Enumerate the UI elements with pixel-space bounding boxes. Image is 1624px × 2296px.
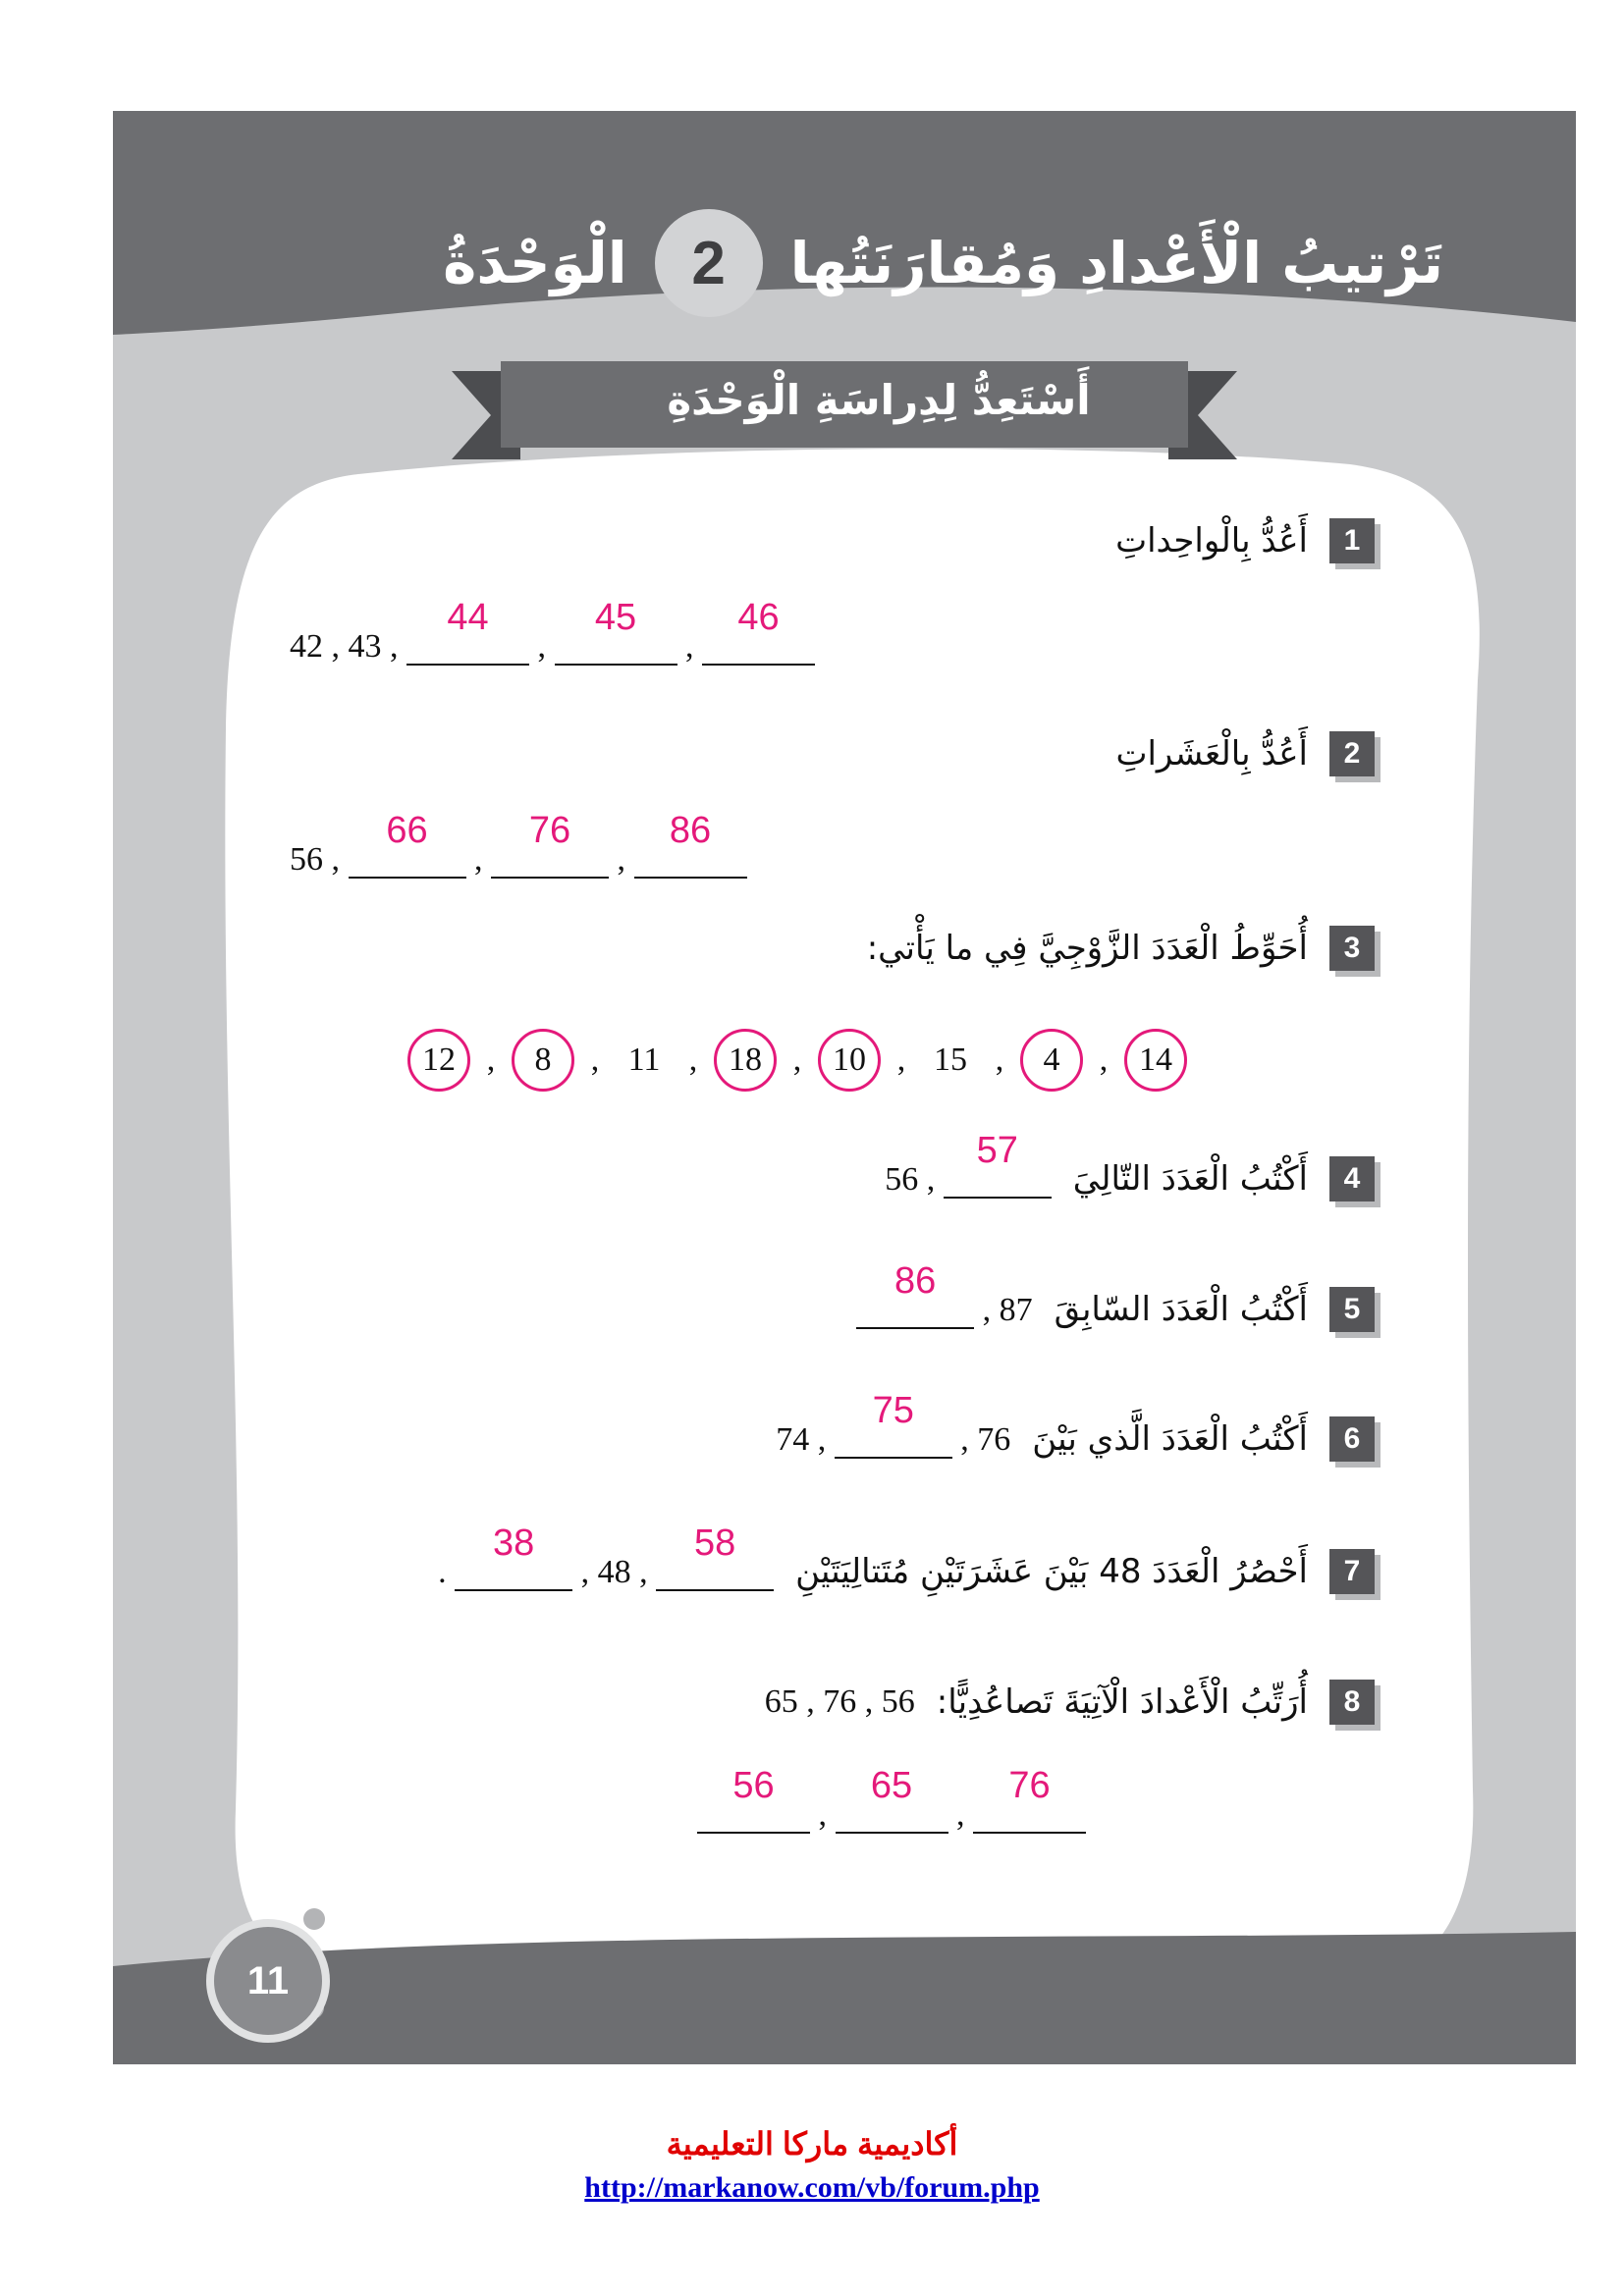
- answer-line-4: 56 , 57: [885, 1159, 1052, 1199]
- given-list: 65 , 76 , 56: [764, 1683, 915, 1720]
- circled-number[interactable]: 12: [407, 1029, 470, 1092]
- answer-blank[interactable]: [491, 810, 609, 879]
- question-number: 5: [1329, 1287, 1375, 1332]
- footer-title: أكاديمية ماركا التعليمية: [666, 2126, 958, 2162]
- given-number: 74: [776, 1421, 810, 1458]
- circled-number[interactable]: 8: [512, 1029, 574, 1092]
- question-number: 4: [1329, 1156, 1375, 1201]
- question-8: [765, 1680, 1375, 1725]
- answer: 38: [492, 1522, 535, 1564]
- answer-line-1: 42 , 43 , 44 , 45 , 46: [290, 626, 815, 666]
- question-number: 1: [1329, 518, 1375, 563]
- answer: 66: [386, 810, 428, 851]
- given-number: 43: [348, 628, 382, 665]
- question-number: 6: [1329, 1416, 1375, 1462]
- answer-blank[interactable]: [835, 1390, 952, 1459]
- answer-blank[interactable]: [836, 1765, 948, 1834]
- question-4: [885, 1130, 1375, 1201]
- given-number: 56: [290, 841, 323, 878]
- answer: 45: [594, 597, 637, 638]
- answer-line-5: 86 , 87: [856, 1290, 1033, 1329]
- question-number: 8: [1329, 1680, 1375, 1725]
- answer: 58: [693, 1522, 736, 1564]
- answer: 57: [976, 1130, 1018, 1171]
- question-text: أَحْصُرُ الْعَدَدَ 48 بَيْنَ عَشَرَتَيْنِ مُتَتالِيَتَيْنِ: [795, 1552, 1308, 1591]
- answer: 75: [872, 1390, 914, 1431]
- question-text: أَعُدُّ بِالْواحِداتِ: [1115, 521, 1308, 561]
- given-number: 87: [999, 1292, 1033, 1328]
- number[interactable]: 15: [934, 1041, 967, 1078]
- answer: 44: [447, 597, 489, 638]
- answer-blank[interactable]: [455, 1522, 572, 1591]
- answer-line-2: 56 , 66 , 76 , 86: [290, 839, 747, 879]
- circled-number[interactable]: 10: [818, 1029, 881, 1092]
- unit-word: الْوَحْدَةُ: [443, 230, 627, 296]
- question-text: أُرَتِّبُ الْأَعْدادَ الْآتِيَةَ تَصاعُدِيًّا:: [936, 1682, 1308, 1722]
- question-text: أَكْتُبُ الْعَدَدَ السّابِقَ: [1054, 1290, 1308, 1329]
- answer-line-6: 74 , 75 , 76: [776, 1390, 1011, 1458]
- worksheet-page: [113, 111, 1576, 2064]
- given-number: 48: [597, 1554, 631, 1590]
- subtitle: أَسْتَعِدُّ لِدِراسَةِ الْوَحْدَةِ: [667, 376, 1091, 424]
- answer-blank[interactable]: [697, 1765, 810, 1834]
- question-3: [867, 926, 1375, 971]
- answer-blank[interactable]: [555, 597, 677, 666]
- answer: 46: [737, 597, 780, 638]
- question-5: [856, 1260, 1375, 1332]
- answer-blank[interactable]: [349, 810, 466, 879]
- question-2: [1115, 731, 1375, 776]
- unit-number-badge: 2: [655, 209, 763, 317]
- footer-link[interactable]: http://markanow.com/vb/forum.php: [584, 2171, 1040, 2204]
- answer-blank[interactable]: [406, 597, 529, 666]
- page-number: 11: [206, 1919, 330, 2043]
- answer-line-7: . 38 , 48 , 58: [438, 1552, 774, 1591]
- unit-title: تَرْتيبُ الْأَعْدادِ وَمُقارَنَتُها: [789, 230, 1443, 296]
- given-number: 42: [290, 628, 323, 665]
- answer: 76: [1008, 1765, 1051, 1806]
- circled-number[interactable]: 4: [1020, 1029, 1083, 1092]
- answer: 86: [669, 810, 712, 851]
- question-number: 7: [1329, 1549, 1375, 1594]
- number[interactable]: 11: [627, 1041, 661, 1078]
- question-text: أُحَوِّطُ الْعَدَدَ الزَّوْجِيَّ فِي ما يَأْتي:: [866, 929, 1308, 968]
- answer-blank[interactable]: [656, 1522, 774, 1591]
- question-6: [776, 1390, 1375, 1462]
- circled-number[interactable]: 18: [714, 1029, 777, 1092]
- unit-title-row: [443, 209, 1443, 317]
- question-1: [1115, 518, 1375, 563]
- answer-blank[interactable]: [634, 810, 747, 879]
- answer-line-8: 56 , 65 , 76: [697, 1794, 1086, 1834]
- question-7: [438, 1522, 1375, 1594]
- question-text: أَكْتُبُ الْعَدَدَ التّالِيَ: [1072, 1159, 1308, 1199]
- question-number: 3: [1329, 926, 1375, 971]
- answer: 76: [528, 810, 571, 851]
- given-number: 56: [885, 1161, 919, 1198]
- answer: 86: [893, 1260, 937, 1302]
- answer-blank[interactable]: [702, 597, 815, 666]
- answer-blank[interactable]: [973, 1765, 1086, 1834]
- question-text: أَعُدُّ بِالْعَشَراتِ: [1115, 734, 1308, 774]
- given-number: 76: [977, 1421, 1011, 1458]
- question-number: 2: [1329, 731, 1375, 776]
- answer: 65: [870, 1765, 913, 1806]
- circled-number[interactable]: 14: [1124, 1029, 1187, 1092]
- question-text: أَكْتُبُ الْعَدَدَ الَّذي بَيْنَ: [1032, 1419, 1308, 1459]
- number-row: 12 , 8 , 11 , 18 , 10 , 15 , 4 , 14: [407, 1029, 1187, 1092]
- answer: 56: [732, 1765, 775, 1806]
